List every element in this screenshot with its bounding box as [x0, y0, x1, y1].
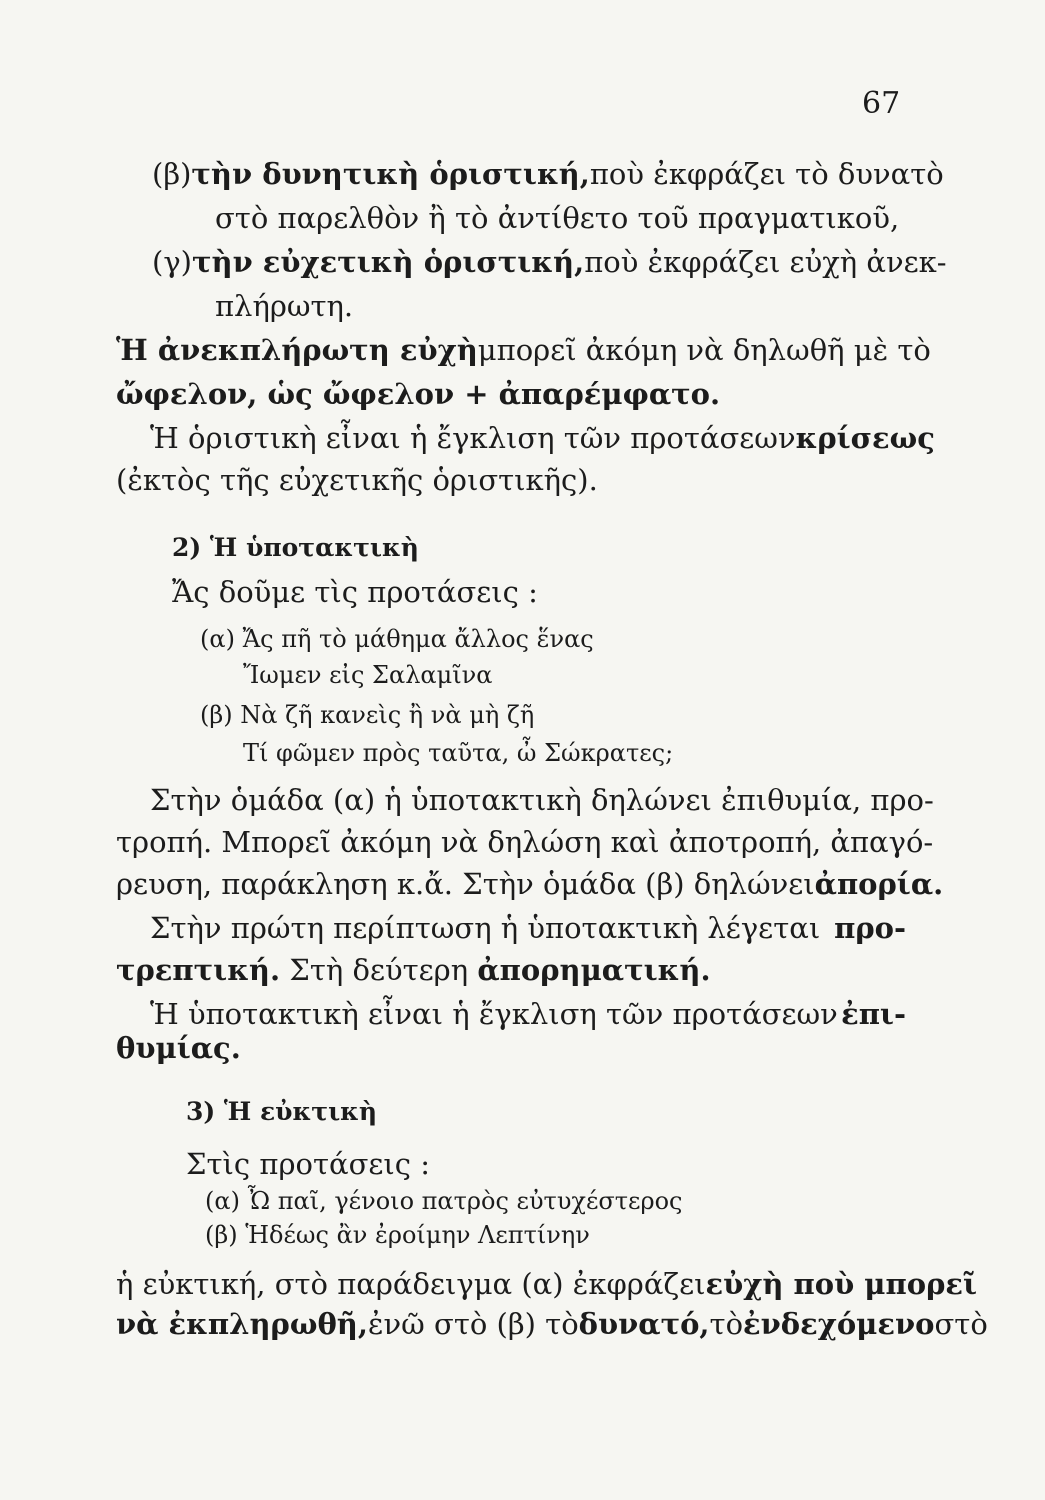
beta-rest: ποὺ ἐκφράζει τὸ δυνατὸ [589, 157, 944, 191]
beta-item-line2: στὸ παρελθὸν ἢ τὸ ἀντίθετο τοῦ πραγματικοῦ, [215, 201, 900, 235]
section2-example-b2: Τί φῶμεν πρὸς ταῦτα, ὦ Σώκρατες; [243, 739, 674, 767]
section3-heading: 3) Ἡ εὐκτικὴ [186, 1097, 378, 1126]
unfulfilled-line1: Ἡ ἀνεκπλήρωτη εὐχὴ μπορεῖ ἀκόμη νὰ δηλωθῆ μὲ τὸ [116, 333, 931, 367]
indicative-def-line2: (ἐκτὸς τῆς εὐχετικῆς ὁριστικῆς). [116, 463, 598, 497]
gamma-marker: (γ) [152, 245, 192, 279]
section3-para-line2: νὰ ἐκπληρωθῆ, ἐνῶ στὸ (β) τὸ δυνατό, τὸ ἐνδεχόμενο στὸ [116, 1307, 988, 1341]
section3-example-a: (α) Ὦ παῖ, γένοιο πατρὸς εὐτυχέστερος [205, 1187, 683, 1215]
section2-para3-line1: Ἡ ὑποτακτικὴ εἶναι ἡ ἔγκλιση τῶν προτάσεων ἐπι- [150, 997, 906, 1031]
gamma-rest: ποὺ ἐκφράζει εὐχὴ ἀνεκ- [584, 245, 947, 279]
gamma-term: τὴν εὐχετικὴ ὁριστική, [191, 245, 585, 279]
section2-para3-line2: θυμίας. [116, 1031, 241, 1065]
beta-marker: (β) [152, 157, 192, 191]
gamma-item-line1 [152, 244, 947, 280]
section2-intro: Ἄς δοῦμε τὶς προτάσεις : [172, 575, 538, 609]
section2-heading: 2) Ἡ ὑποτακτικὴ [172, 533, 419, 562]
section2-para2-line1: Στὴν πρώτη περίπτωση ἡ ὑποτακτικὴ λέγεται προ- [150, 911, 906, 945]
gamma-item-line2: πλήρωτη. [215, 289, 354, 323]
section2-example-a1: (α) Ἄς πῆ τὸ μάθημα ἄλλος ἕνας [200, 625, 594, 653]
section2-para1-line1: Στὴν ὁμάδα (α) ἡ ὑποτακτικὴ δηλώνει ἐπιθυμία, προ- [150, 783, 934, 817]
section2-example-b1: (β) Νὰ ζῆ κανεὶς ἢ νὰ μὴ ζῆ [200, 701, 535, 729]
section3-example-b: (β) Ἡδέως ἂν ἐροίμην Λεπτίνην [205, 1221, 590, 1249]
section2-example-a2: Ἴωμεν εἰς Σαλαμῖνα [243, 661, 493, 689]
section2-para1-line3: ρευση, παράκληση κ.ἄ. Στὴν ὁμάδα (β) δηλώνει ἀπορία. [116, 867, 944, 901]
section3-intro: Στὶς προτάσεις : [186, 1147, 430, 1181]
beta-item-line1 [152, 156, 942, 192]
page-number: 67 [862, 86, 901, 121]
beta-term: τὴν δυνητικὴ ὁριστική, [191, 157, 590, 191]
section2-para1-line2: τροπή. Μπορεῖ ἀκόμη νὰ δηλώση καὶ ἀποτροπή, ἀπαγό- [116, 825, 934, 859]
indicative-def-line1: Ἡ ὁριστικὴ εἶναι ἡ ἔγκλιση τῶν προτάσεων κρίσεως [150, 421, 935, 455]
section2-para2-line2: τρεπτική. Στὴ δεύτερη ἀπορηματική. [116, 953, 711, 987]
unfulfilled-line2: ὤφελον, ὡς ὤφελον + ἀπαρέμφατο. [116, 377, 721, 411]
section3-para-line1: ἡ εὐκτική, στὸ παράδειγμα (α) ἐκφράζει εὐχὴ ποὺ μπορεῖ [116, 1267, 978, 1301]
unfulfilled-term: Ἡ ἀνεκπλήρωτη εὐχὴ [116, 333, 478, 367]
